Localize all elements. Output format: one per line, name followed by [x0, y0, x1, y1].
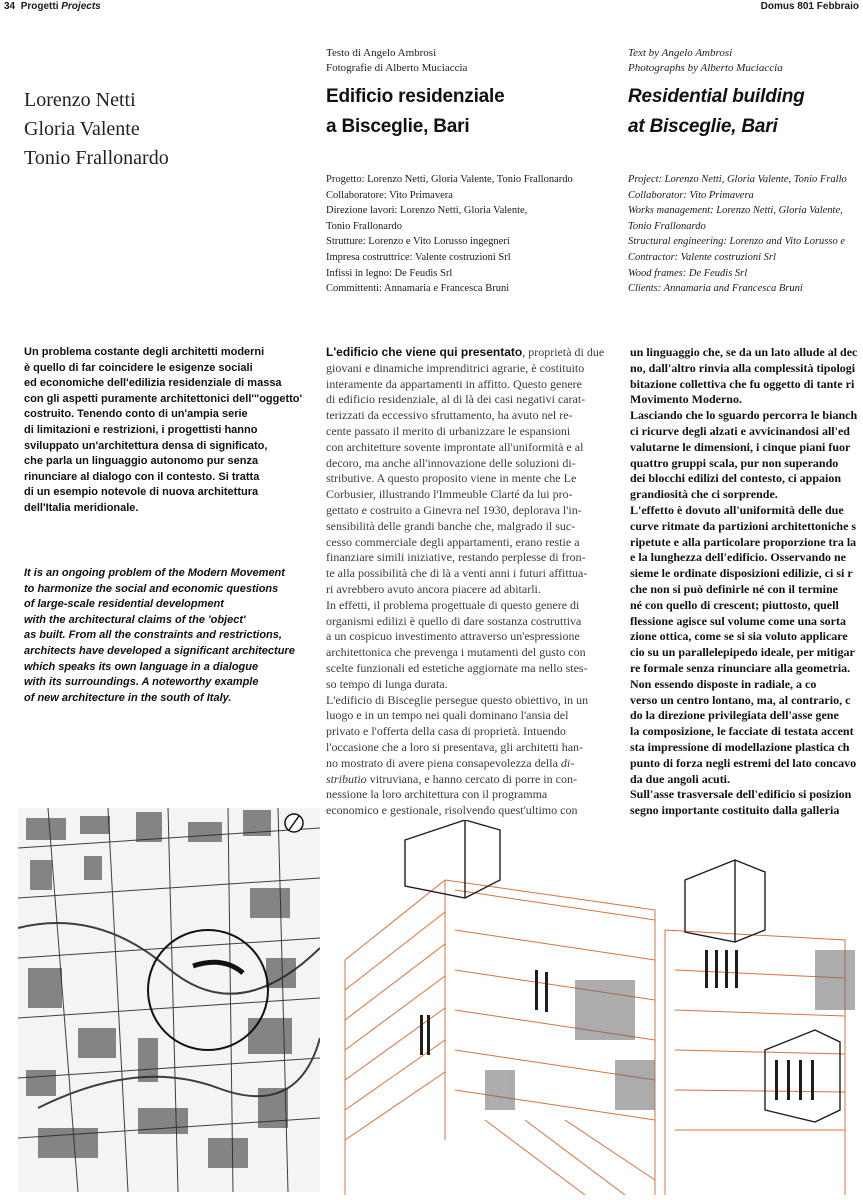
body-line: no mostrato di avere piena consapevolezza della	[326, 755, 558, 770]
body-line: sta impressione di modellazione plastica ch	[630, 739, 850, 754]
title-line: at Bisceglie, Bari	[628, 116, 778, 137]
body-line: Lasciando che lo sguardo percorra le bianch	[630, 408, 858, 423]
project-line: Structural engineering: Lorenzo and Vito Lorusso e	[628, 236, 845, 248]
page-header	[0, 0, 863, 14]
title-it	[326, 82, 504, 142]
body-line: curve ritmate da partizioni architettoniche s	[630, 518, 857, 533]
body-line: Corbusier, illustrando l'Immeuble Clarté da lui pro-	[326, 487, 573, 502]
body-line: no, dall'altro rinvia alla complessità tipologi	[630, 360, 856, 375]
body-line: In effetti, il problema progettuale di questo genere di	[326, 597, 580, 612]
body-line: quattro gruppi scala, pur non superando	[630, 455, 839, 470]
body-line: architettonica che prevenga i mutamenti del gusto con	[326, 645, 586, 660]
body-line: stributive. A questo proposito viene in mente che Le	[326, 471, 577, 486]
project-line: Committenti: Annamaria e Francesca Bruni	[326, 283, 510, 295]
body-line: finanziare simili iniziative, restando perplesse di fron-	[326, 550, 586, 565]
body-line: valutarne le dimensioni, i cinque piani fuor	[630, 439, 851, 454]
section-label-en: Projects	[61, 1, 101, 12]
project-line: Progetto: Lorenzo Netti, Gloria Valente, Tonio Frallonardo	[326, 174, 573, 185]
credit-photos-en: Photographs by Alberto Muciaccia	[628, 62, 783, 74]
body-line: cesso commerciale degli appartamenti, erano restie a	[326, 534, 580, 549]
project-line: Contractor: Valente costruzioni Srl	[628, 251, 776, 263]
header-left	[4, 1, 101, 12]
project-info-it	[326, 172, 616, 297]
site-map-image	[18, 808, 320, 1192]
author-name: Tonio Frallonardo	[24, 147, 169, 169]
body-line: cio su un parallelepipedo ideale, per mitigar	[630, 645, 855, 660]
title-line: Edificio residenziale	[326, 86, 505, 107]
intro-line: costruito. Tenendo conto di un'ampia serie	[24, 408, 248, 421]
body-line: Non essendo disposte in radiale, a co	[630, 676, 817, 691]
intro-line: di un esempio notevole di nuova architettura	[24, 486, 259, 499]
body-line: luogo e in un tempo nei quali dominano l'ansia del	[326, 708, 569, 723]
magazine-issue: Domus 801 Febbraio	[760, 1, 859, 12]
project-line: Project: Lorenzo Netti, Gloria Valente, Tonio Frallo	[628, 174, 847, 185]
project-line: Tonio Frallonardo	[628, 220, 706, 232]
project-line: Strutture: Lorenzo e Vito Lorusso ingegneri	[326, 236, 510, 248]
project-line: Infissi in legno: De Feudis Srl	[326, 267, 453, 279]
body-line: l'occasione che a loro si presentava, gli architetti han-	[326, 739, 584, 754]
body-line: segno importante costituito dalla galleria	[630, 803, 840, 818]
body-line: L'effetto è dovuto all'uniformità delle due	[630, 502, 844, 517]
intro-italian	[24, 345, 302, 517]
intro-line: of large-scale residential development	[24, 598, 224, 611]
intro-line: è quello di far coincidere le esigenze sociali	[24, 361, 253, 374]
body-line: zione ottica, come se si sia voluto applicare	[630, 629, 848, 644]
title-en	[628, 82, 805, 142]
body-line: un linguaggio che, se da un lato allude al dec	[630, 345, 858, 359]
title-line: a Bisceglie, Bari	[326, 116, 470, 137]
intro-line: Un problema costante degli architetti moderni	[24, 346, 265, 358]
body-line: interamente da appartamenti in affitto. Questo genere	[326, 376, 583, 391]
project-line: Direzione lavori: Lorenzo Netti, Gloria Valente,	[326, 205, 528, 217]
body-line: cente passato il merito di urbanizzare le espansioni	[326, 423, 571, 438]
body-line: economico e gestionale, risolvendo quest'ultimo con	[326, 803, 578, 818]
body-line: sensibilità delle grandi banche che, malgrado il suc-	[326, 518, 576, 533]
body-line: terizzati da eccessivo sfruttamento, ha avuto nel re-	[326, 408, 573, 423]
body-line: di edificio residenziale, al di là dei casi negativi carat-	[326, 392, 586, 407]
credit-text-it: Testo di Angelo Ambrosi	[326, 47, 437, 59]
intro-line: with the architectural claims of the 'object'	[24, 613, 246, 626]
body-line: Sull'asse trasversale dell'edificio si posizion	[630, 787, 852, 802]
body-line: organismi edilizi è quello di dare sostanza costruttiva	[326, 613, 582, 628]
axonometric-drawing	[325, 820, 863, 1195]
project-line: Tonio Frallonardo	[326, 220, 402, 232]
intro-line: which speaks its own language in a dialogue	[24, 660, 259, 673]
page-number: 34	[4, 1, 16, 12]
body-line: decoro, ma anche all'innovazione delle soluzioni di-	[326, 455, 576, 470]
intro-line: as built. From all the constraints and restrictions,	[24, 629, 282, 642]
body-line: punto di forza negli estremi del lato concavo	[630, 755, 857, 770]
body-line: re formale senza rinunciare alla geometria.	[630, 660, 851, 675]
intro-line: to harmonize the social and economic questions	[24, 582, 279, 595]
intro-line: sviluppato un'architettura densa di significato,	[24, 439, 268, 452]
intro-line: con gli aspetti puramente architettonici dell'"oggetto'	[24, 392, 303, 405]
intro-line: rinunciare al dialogo con il contesto. Si tratta	[24, 470, 260, 483]
author-name: Lorenzo Netti	[24, 89, 136, 111]
intro-line: with its surroundings. A noteworthy example	[24, 676, 259, 689]
body-line: la composizione, le facciate di testata accent	[630, 724, 854, 739]
project-line: Impresa costruttrice: Valente costruzioni Srl	[326, 251, 511, 263]
body-line: dei blocchi edilizi del contesto, ci appaion	[630, 471, 842, 486]
body-line: che non si può definirle né con il termine	[630, 581, 838, 596]
project-line: Collaborator: Vito Primavera	[628, 189, 754, 201]
body-line: , proprietà di due	[522, 345, 605, 359]
intro-line: che parla un linguaggio autonomo pur senza	[24, 455, 259, 468]
body-line: te alla possibilità che di là a venti anni i futuri affittua-	[326, 566, 588, 581]
body-line: scelte funzionali ed estetiche aggiornate ma nello stes-	[326, 660, 588, 675]
body-line: Movimento Moderno.	[630, 392, 742, 407]
project-line: Wood frames: De Feudis Srl	[628, 267, 748, 279]
lead-phrase: L'edificio che viene qui presentato	[326, 345, 523, 359]
body-line: ri avrebbero avuto ancora piacere ad abitarli.	[326, 581, 541, 596]
body-line: a un cospicuo investimento attraverso un'espressione	[326, 629, 580, 644]
body-line: so tempo di lunga durata.	[326, 676, 448, 691]
body-line: né con quello di crescent; piuttosto, quell	[630, 597, 839, 612]
body-column-3	[630, 345, 863, 819]
body-line: ci ricurve degli alzati e avvicinandosi all'ed	[630, 423, 850, 438]
body-line: gettato e costruito a Ginevra nel 1930, deplorava l'in-	[326, 502, 582, 517]
body-line: do la direzione privilegiata dell'asse gene	[630, 708, 839, 723]
italic-term: di-	[560, 755, 575, 770]
body-column-2	[326, 345, 616, 819]
project-line: Works management: Lorenzo Netti, Gloria Valente,	[628, 205, 843, 217]
body-line: grandiosità che ci sorprende.	[630, 487, 778, 502]
body-line: privato e l'offerta della casa di proprietà. Intuendo	[326, 724, 566, 739]
body-line: con architetture sovente improntate all'uniformità e al	[326, 439, 584, 454]
project-line: Collaboratore: Vito Primavera	[326, 189, 453, 201]
body-line: L'edificio di Bisceglie persegue questo obiettivo, in un	[326, 692, 589, 707]
authors-block	[24, 86, 169, 173]
credit-text-en: Text by Angelo Ambrosi	[628, 47, 733, 59]
intro-line: of new architecture in the south of Italy.	[24, 691, 232, 704]
author-name: Gloria Valente	[24, 118, 140, 140]
intro-line: architects have developed a significant architecture	[24, 644, 295, 657]
body-line: nessione la loro architettura con il programma	[326, 787, 548, 802]
body-line: flessione agisce sul volume come una sorta	[630, 613, 846, 628]
body-line: sieme le ordinate disposizioni edilizie, ci si r	[630, 566, 853, 581]
body-line: vitruviana, e hanno cercato di porre in con-	[366, 771, 577, 786]
project-line: Clients: Annamaria and Francesca Bruni	[628, 283, 803, 295]
body-line: da due angoli acuti.	[630, 771, 731, 786]
italic-term: stributio	[326, 771, 367, 786]
body-line: giovani e dinamiche imprenditrici agrarie, è costituito	[326, 360, 585, 375]
intro-english	[24, 566, 295, 706]
project-info-en	[628, 172, 863, 297]
intro-line: dell'Italia meridionale.	[24, 501, 139, 514]
intro-line: di limitazioni e restrizioni, i progettisti hanno	[24, 423, 258, 436]
intro-line: ed economiche dell'edilizia residenziale di massa	[24, 377, 282, 390]
body-line: bitazione collettiva che fu oggetto di tante ri	[630, 376, 855, 391]
credit-photos-it: Fotografie di Alberto Muciaccia	[326, 62, 468, 74]
intro-line: It is an ongoing problem of the Modern Movement	[24, 567, 285, 579]
body-line: verso un centro lontano, ma, al contrario, c	[630, 692, 851, 707]
section-label: Progetti	[20, 1, 59, 12]
body-line: ripetute e alla particolare proporzione tra la	[630, 534, 857, 549]
title-line: Residential building	[628, 86, 805, 107]
body-line: e la lunghezza dell'edificio. Osservando ne	[630, 550, 846, 565]
